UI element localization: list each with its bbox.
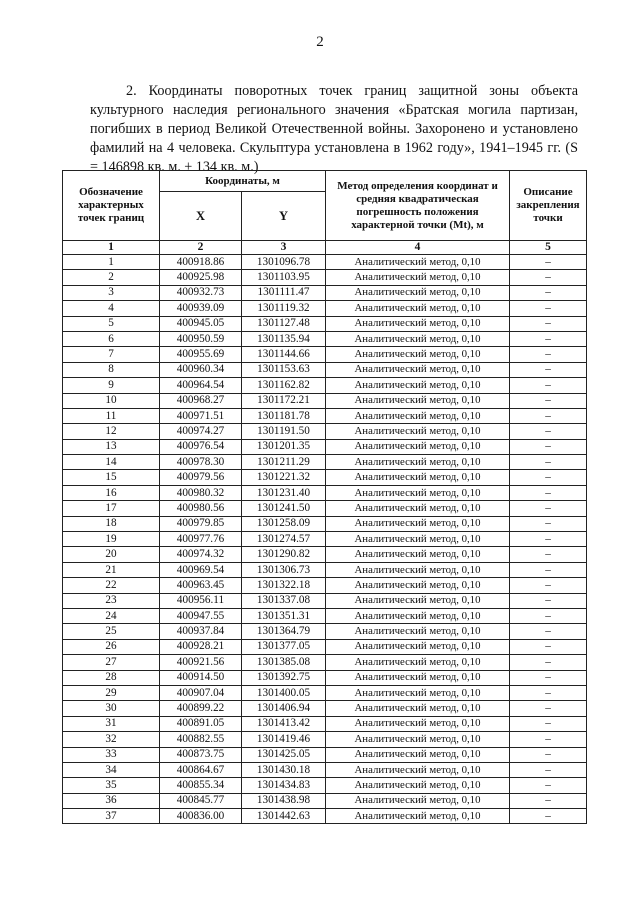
- y-coordinate-cell: 1301144.66: [242, 347, 326, 362]
- table-row: [63, 547, 587, 562]
- method-cell: Аналитический метод, 0,10: [326, 455, 510, 470]
- x-coordinate-cell: 400925.98: [160, 270, 242, 285]
- x-coordinate-cell: 400882.55: [160, 732, 242, 747]
- fixing-description-cell: –: [510, 516, 587, 531]
- fixing-description-cell: –: [510, 408, 587, 423]
- fixing-description-cell: –: [510, 701, 587, 716]
- x-coordinate-cell: 400960.34: [160, 362, 242, 377]
- x-coordinate-cell: 400955.69: [160, 347, 242, 362]
- x-coordinate-cell: 400980.56: [160, 501, 242, 516]
- header-coordinates: Координаты, м: [160, 171, 326, 192]
- point-number-cell: 7: [63, 347, 160, 362]
- method-cell: Аналитический метод, 0,10: [326, 255, 510, 270]
- point-number-cell: 12: [63, 424, 160, 439]
- method-cell: Аналитический метод, 0,10: [326, 701, 510, 716]
- header-x: X: [160, 192, 242, 241]
- y-coordinate-cell: 1301434.83: [242, 778, 326, 793]
- method-cell: Аналитический метод, 0,10: [326, 685, 510, 700]
- fixing-description-cell: –: [510, 316, 587, 331]
- method-cell: Аналитический метод, 0,10: [326, 516, 510, 531]
- method-cell: Аналитический метод, 0,10: [326, 270, 510, 285]
- y-coordinate-cell: 1301351.31: [242, 608, 326, 623]
- y-coordinate-cell: 1301413.42: [242, 716, 326, 731]
- method-cell: Аналитический метод, 0,10: [326, 408, 510, 423]
- point-number-cell: 25: [63, 624, 160, 639]
- point-number-cell: 23: [63, 593, 160, 608]
- method-cell: Аналитический метод, 0,10: [326, 593, 510, 608]
- method-cell: Аналитический метод, 0,10: [326, 716, 510, 731]
- x-coordinate-cell: 400928.21: [160, 639, 242, 654]
- table-row: [63, 455, 587, 470]
- table-row: [63, 516, 587, 531]
- table-row: [63, 270, 587, 285]
- point-number-cell: 1: [63, 255, 160, 270]
- table-row: [63, 578, 587, 593]
- x-coordinate-cell: 400979.56: [160, 470, 242, 485]
- fixing-description-cell: –: [510, 685, 587, 700]
- method-cell: Аналитический метод, 0,10: [326, 316, 510, 331]
- y-coordinate-cell: 1301400.05: [242, 685, 326, 700]
- method-cell: Аналитический метод, 0,10: [326, 809, 510, 824]
- column-numbers-row: [63, 241, 587, 255]
- table-row: [63, 747, 587, 762]
- y-coordinate-cell: 1301221.32: [242, 470, 326, 485]
- point-number-cell: 27: [63, 655, 160, 670]
- x-coordinate-cell: 400950.59: [160, 331, 242, 346]
- y-coordinate-cell: 1301385.08: [242, 655, 326, 670]
- x-coordinate-cell: 400918.86: [160, 255, 242, 270]
- method-cell: Аналитический метод, 0,10: [326, 532, 510, 547]
- method-cell: Аналитический метод, 0,10: [326, 547, 510, 562]
- table-row: [63, 762, 587, 777]
- table-row: [63, 393, 587, 408]
- fixing-description-cell: –: [510, 501, 587, 516]
- table-row: [63, 670, 587, 685]
- y-coordinate-cell: 1301337.08: [242, 593, 326, 608]
- point-number-cell: 33: [63, 747, 160, 762]
- table-row: [63, 624, 587, 639]
- point-number-cell: 15: [63, 470, 160, 485]
- header-method: Метод определения координат и средняя квадратическая погрешность положения характерной точки (Mt), м: [326, 171, 510, 241]
- y-coordinate-cell: 1301103.95: [242, 270, 326, 285]
- method-cell: Аналитический метод, 0,10: [326, 347, 510, 362]
- y-coordinate-cell: 1301377.05: [242, 639, 326, 654]
- fixing-description-cell: –: [510, 331, 587, 346]
- x-coordinate-cell: 400945.05: [160, 316, 242, 331]
- y-coordinate-cell: 1301119.32: [242, 301, 326, 316]
- method-cell: Аналитический метод, 0,10: [326, 362, 510, 377]
- table-row: [63, 716, 587, 731]
- x-coordinate-cell: 400963.45: [160, 578, 242, 593]
- method-cell: Аналитический метод, 0,10: [326, 639, 510, 654]
- point-number-cell: 9: [63, 378, 160, 393]
- table-row: [63, 301, 587, 316]
- table-row: [63, 331, 587, 346]
- x-coordinate-cell: 400977.76: [160, 532, 242, 547]
- y-coordinate-cell: 1301430.18: [242, 762, 326, 777]
- x-coordinate-cell: 400976.54: [160, 439, 242, 454]
- table-row: [63, 655, 587, 670]
- column-number: 5: [510, 241, 587, 255]
- method-cell: Аналитический метод, 0,10: [326, 485, 510, 500]
- column-number: 4: [326, 241, 510, 255]
- y-coordinate-cell: 1301162.82: [242, 378, 326, 393]
- table-row: [63, 562, 587, 577]
- fixing-description-cell: –: [510, 485, 587, 500]
- intro-paragraph: 2. Координаты поворотных точек границ защитной зоны объекта культурного наследия регионального значения «Братская могила партизан, погибших в период Великой Отечественной войны. Захоронено и установлено фамилий на 4 человека. Скульптура установлена в 1962 году», 1941–1945 гг. (S = 146898 кв. м. ± 134 кв. м.): [90, 83, 578, 176]
- point-number-cell: 31: [63, 716, 160, 731]
- x-coordinate-cell: 400921.56: [160, 655, 242, 670]
- method-cell: Аналитический метод, 0,10: [326, 470, 510, 485]
- method-cell: Аналитический метод, 0,10: [326, 301, 510, 316]
- table-row: [63, 470, 587, 485]
- fixing-description-cell: –: [510, 716, 587, 731]
- y-coordinate-cell: 1301127.48: [242, 316, 326, 331]
- y-coordinate-cell: 1301172.21: [242, 393, 326, 408]
- x-coordinate-cell: 400899.22: [160, 701, 242, 716]
- method-cell: Аналитический метод, 0,10: [326, 393, 510, 408]
- y-coordinate-cell: 1301135.94: [242, 331, 326, 346]
- method-cell: Аналитический метод, 0,10: [326, 670, 510, 685]
- x-coordinate-cell: 400980.32: [160, 485, 242, 500]
- x-coordinate-cell: 400969.54: [160, 562, 242, 577]
- point-number-cell: 32: [63, 732, 160, 747]
- table-row: [63, 347, 587, 362]
- table-row: [63, 685, 587, 700]
- x-coordinate-cell: 400979.85: [160, 516, 242, 531]
- point-number-cell: 28: [63, 670, 160, 685]
- point-number-cell: 8: [63, 362, 160, 377]
- y-coordinate-cell: 1301442.63: [242, 809, 326, 824]
- method-cell: Аналитический метод, 0,10: [326, 578, 510, 593]
- method-cell: Аналитический метод, 0,10: [326, 762, 510, 777]
- fixing-description-cell: –: [510, 578, 587, 593]
- y-coordinate-cell: 1301438.98: [242, 793, 326, 808]
- fixing-description-cell: –: [510, 809, 587, 824]
- point-number-cell: 29: [63, 685, 160, 700]
- table-row: [63, 809, 587, 824]
- table-row: [63, 424, 587, 439]
- x-coordinate-cell: 400932.73: [160, 285, 242, 300]
- table-row: [63, 732, 587, 747]
- y-coordinate-cell: 1301201.35: [242, 439, 326, 454]
- method-cell: Аналитический метод, 0,10: [326, 331, 510, 346]
- method-cell: Аналитический метод, 0,10: [326, 562, 510, 577]
- fixing-description-cell: –: [510, 639, 587, 654]
- point-number-cell: 21: [63, 562, 160, 577]
- page-number: 2: [316, 34, 324, 50]
- y-coordinate-cell: 1301392.75: [242, 670, 326, 685]
- point-number-cell: 13: [63, 439, 160, 454]
- fixing-description-cell: –: [510, 747, 587, 762]
- fixing-description-cell: –: [510, 532, 587, 547]
- table-row: [63, 439, 587, 454]
- x-coordinate-cell: 400974.27: [160, 424, 242, 439]
- header-fixing: Описание закрепления точки: [510, 171, 587, 241]
- point-number-cell: 17: [63, 501, 160, 516]
- fixing-description-cell: –: [510, 762, 587, 777]
- y-coordinate-cell: 1301153.63: [242, 362, 326, 377]
- method-cell: Аналитический метод, 0,10: [326, 732, 510, 747]
- x-coordinate-cell: 400937.84: [160, 624, 242, 639]
- column-number: 3: [242, 241, 326, 255]
- x-coordinate-cell: 400974.32: [160, 547, 242, 562]
- point-number-cell: 35: [63, 778, 160, 793]
- coordinates-table: [62, 170, 587, 824]
- fixing-description-cell: –: [510, 362, 587, 377]
- point-number-cell: 30: [63, 701, 160, 716]
- column-number: 1: [63, 241, 160, 255]
- y-coordinate-cell: 1301364.79: [242, 624, 326, 639]
- table-row: [63, 608, 587, 623]
- fixing-description-cell: –: [510, 624, 587, 639]
- table-row: [63, 378, 587, 393]
- method-cell: Аналитический метод, 0,10: [326, 608, 510, 623]
- table-row: [63, 255, 587, 270]
- fixing-description-cell: –: [510, 593, 587, 608]
- table-row: [63, 362, 587, 377]
- point-number-cell: 5: [63, 316, 160, 331]
- point-number-cell: 14: [63, 455, 160, 470]
- method-cell: Аналитический метод, 0,10: [326, 778, 510, 793]
- fixing-description-cell: –: [510, 778, 587, 793]
- fixing-description-cell: –: [510, 670, 587, 685]
- x-coordinate-cell: 400939.09: [160, 301, 242, 316]
- point-number-cell: 37: [63, 809, 160, 824]
- fixing-description-cell: –: [510, 562, 587, 577]
- x-coordinate-cell: 400956.11: [160, 593, 242, 608]
- y-coordinate-cell: 1301306.73: [242, 562, 326, 577]
- method-cell: Аналитический метод, 0,10: [326, 285, 510, 300]
- y-coordinate-cell: 1301406.94: [242, 701, 326, 716]
- table-row: [63, 639, 587, 654]
- x-coordinate-cell: 400964.54: [160, 378, 242, 393]
- point-number-cell: 10: [63, 393, 160, 408]
- table-body: [63, 255, 587, 824]
- table-row: [63, 593, 587, 608]
- y-coordinate-cell: 1301231.40: [242, 485, 326, 500]
- table-row: [63, 532, 587, 547]
- fixing-description-cell: –: [510, 547, 587, 562]
- fixing-description-cell: –: [510, 608, 587, 623]
- table-row: [63, 408, 587, 423]
- point-number-cell: 36: [63, 793, 160, 808]
- header-designation: Обозначение характерных точек границ: [63, 171, 160, 241]
- x-coordinate-cell: 400845.77: [160, 793, 242, 808]
- y-coordinate-cell: 1301111.47: [242, 285, 326, 300]
- method-cell: Аналитический метод, 0,10: [326, 501, 510, 516]
- x-coordinate-cell: 400873.75: [160, 747, 242, 762]
- y-coordinate-cell: 1301419.46: [242, 732, 326, 747]
- x-coordinate-cell: 400971.51: [160, 408, 242, 423]
- y-coordinate-cell: 1301211.29: [242, 455, 326, 470]
- x-coordinate-cell: 400891.05: [160, 716, 242, 731]
- x-coordinate-cell: 400978.30: [160, 455, 242, 470]
- x-coordinate-cell: 400914.50: [160, 670, 242, 685]
- table-row: [63, 501, 587, 516]
- method-cell: Аналитический метод, 0,10: [326, 424, 510, 439]
- y-coordinate-cell: 1301258.09: [242, 516, 326, 531]
- x-coordinate-cell: 400836.00: [160, 809, 242, 824]
- fixing-description-cell: –: [510, 439, 587, 454]
- fixing-description-cell: –: [510, 285, 587, 300]
- table-row: [63, 701, 587, 716]
- fixing-description-cell: –: [510, 270, 587, 285]
- y-coordinate-cell: 1301181.78: [242, 408, 326, 423]
- header-y: Y: [242, 192, 326, 241]
- table-row: [63, 316, 587, 331]
- y-coordinate-cell: 1301191.50: [242, 424, 326, 439]
- table-header-row: [63, 171, 587, 192]
- point-number-cell: 26: [63, 639, 160, 654]
- table-row: [63, 485, 587, 500]
- point-number-cell: 24: [63, 608, 160, 623]
- fixing-description-cell: –: [510, 347, 587, 362]
- fixing-description-cell: –: [510, 301, 587, 316]
- fixing-description-cell: –: [510, 470, 587, 485]
- point-number-cell: 18: [63, 516, 160, 531]
- x-coordinate-cell: 400855.34: [160, 778, 242, 793]
- point-number-cell: 3: [63, 285, 160, 300]
- fixing-description-cell: –: [510, 793, 587, 808]
- point-number-cell: 34: [63, 762, 160, 777]
- method-cell: Аналитический метод, 0,10: [326, 439, 510, 454]
- y-coordinate-cell: 1301290.82: [242, 547, 326, 562]
- x-coordinate-cell: 400864.67: [160, 762, 242, 777]
- x-coordinate-cell: 400947.55: [160, 608, 242, 623]
- y-coordinate-cell: 1301241.50: [242, 501, 326, 516]
- method-cell: Аналитический метод, 0,10: [326, 624, 510, 639]
- fixing-description-cell: –: [510, 378, 587, 393]
- fixing-description-cell: –: [510, 424, 587, 439]
- fixing-description-cell: –: [510, 393, 587, 408]
- method-cell: Аналитический метод, 0,10: [326, 655, 510, 670]
- method-cell: Аналитический метод, 0,10: [326, 793, 510, 808]
- column-number: 2: [160, 241, 242, 255]
- table-row: [63, 778, 587, 793]
- point-number-cell: 6: [63, 331, 160, 346]
- fixing-description-cell: –: [510, 255, 587, 270]
- point-number-cell: 16: [63, 485, 160, 500]
- point-number-cell: 19: [63, 532, 160, 547]
- method-cell: Аналитический метод, 0,10: [326, 378, 510, 393]
- point-number-cell: 22: [63, 578, 160, 593]
- x-coordinate-cell: 400907.04: [160, 685, 242, 700]
- fixing-description-cell: –: [510, 655, 587, 670]
- point-number-cell: 2: [63, 270, 160, 285]
- y-coordinate-cell: 1301322.18: [242, 578, 326, 593]
- fixing-description-cell: –: [510, 455, 587, 470]
- y-coordinate-cell: 1301274.57: [242, 532, 326, 547]
- y-coordinate-cell: 1301425.05: [242, 747, 326, 762]
- table-row: [63, 793, 587, 808]
- table-row: [63, 285, 587, 300]
- y-coordinate-cell: 1301096.78: [242, 255, 326, 270]
- method-cell: Аналитический метод, 0,10: [326, 747, 510, 762]
- point-number-cell: 11: [63, 408, 160, 423]
- point-number-cell: 4: [63, 301, 160, 316]
- fixing-description-cell: –: [510, 732, 587, 747]
- point-number-cell: 20: [63, 547, 160, 562]
- x-coordinate-cell: 400968.27: [160, 393, 242, 408]
